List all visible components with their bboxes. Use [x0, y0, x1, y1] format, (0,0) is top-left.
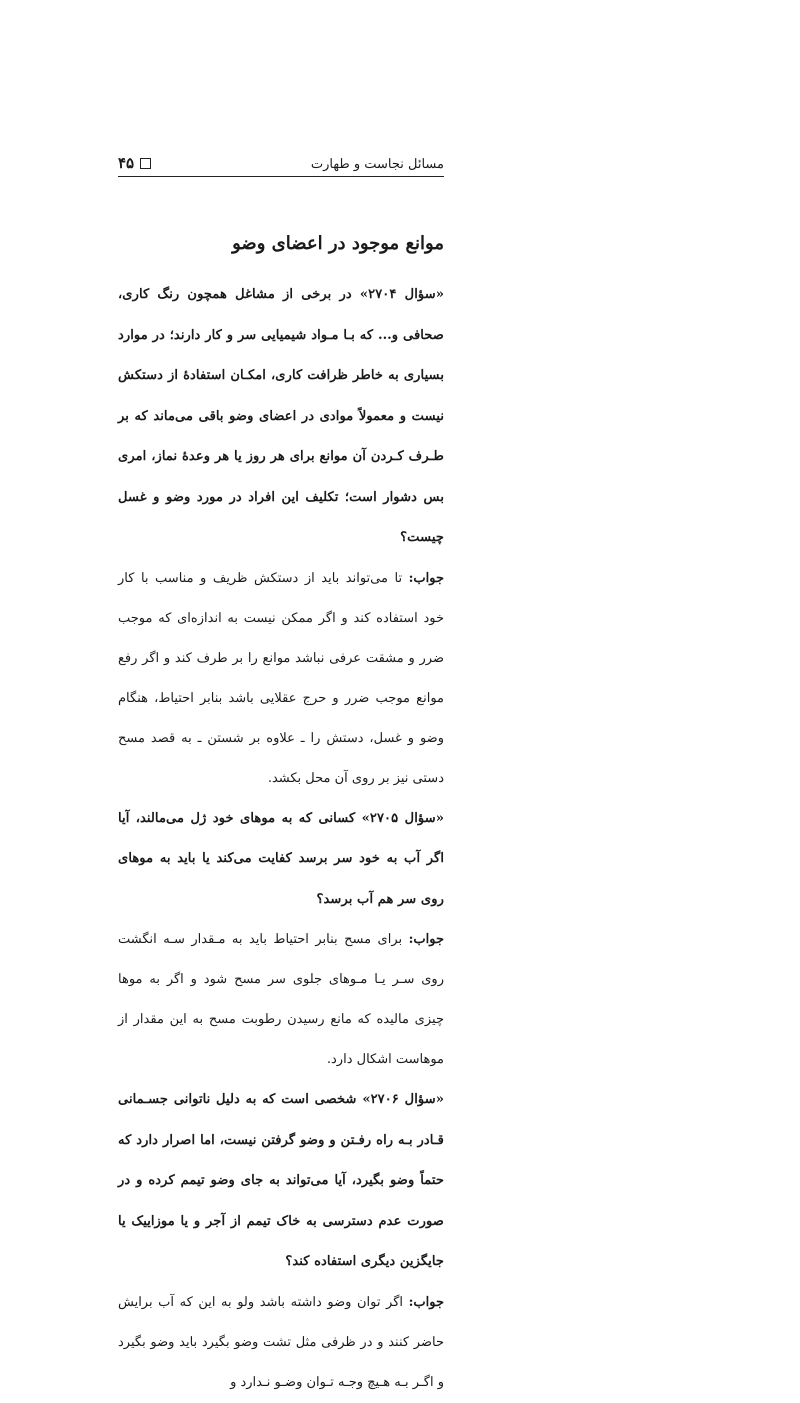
answer-2705	[118, 920, 444, 1080]
question-2706: «سؤال ۲۷۰۶» شخصی است که به دلیل ناتوانی جسـمانی قـادر بـه راه رفـتن و وضو گرفتن نیست، اما اصرار دارد که حتماً وضو بگیرد، آیا می‌تواند به جای وضو تیمم کرده و در صورت عدم دسترسی به خاک تیمم از آجر و یا موزاییک یا جایگزین دیگری استفاده کند؟	[118, 1092, 444, 1269]
page-number-text: ۴۵	[118, 154, 135, 172]
page-number	[118, 154, 151, 172]
page-body	[118, 275, 444, 1403]
square-bullet-icon	[140, 158, 151, 169]
answer-text: اگر توان وضو داشته باشد ولو به این که آب برایش حاضر کنند و در ظرفی مثل تشت وضو بگیرد باید وضو بگیرد و اگـر بـه هـیچ وجـه تـوان وضـو نـدارد و	[118, 1294, 444, 1390]
running-header	[118, 150, 444, 177]
answer-label: جواب:	[408, 932, 444, 947]
section-title: موانع موجود در اعضای وضو	[232, 233, 444, 254]
answer-2704	[118, 559, 444, 799]
chapter-title: مسائل نجاست و طهارت	[310, 157, 444, 172]
answer-label: جواب:	[408, 570, 445, 586]
answer-label: جواب:	[408, 1294, 444, 1310]
question-2704: «سؤال ۲۷۰۴» در برخی از مشاغل همچون رنگ کاری، صحافی و... که بـا مـواد شیمیایی سر و کار دارند؛ در موارد بسیاری به خاطر ظرافت کاری، امکـان استفادهٔ از دستکش نیست و معمولاً موادی در اعضای وضو باقی می‌ماند که بر طـرف کـردن آن موانع برای هر روز یا هر وعدهٔ نماز، امری بس دشوار است؛ تکلیف این افراد در مورد وضو و غسل چیست؟	[118, 287, 444, 545]
answer-2706	[118, 1283, 444, 1403]
answer-text: تا می‌تواند باید از دستکش ظریف و مناسب با کار خود استفاده کند و اگر ممکن نیست به اندازه‌ای که موجب ضرر و مشقت عرفی نباشد موانع را بر طرف کند و اگر رفع موانع موجب ضرر و حرج عقلایی باشد بنابر احتیاط، هنگام وضو و غسل، دستش را ـ علاوه بر شستن ـ به قصد مسح دستی نیز بر روی آن محل بکشد.	[118, 570, 444, 786]
answer-text: برای مسح بنابر احتیاط باید به مـقدار سـه انگشت روی سـر یـا مـوهای جلوی سر مسح شود و اگر به موها چیزی مالیده که مانع رسیدن رطوبت مسح به این مقدار از موهاست اشکال دارد.	[118, 932, 444, 1067]
question-2705: «سؤال ۲۷۰۵» کسانی که به موهای خود ژل می‌مالند، آیا اگر آب به خود سر برسد کفایت می‌کند یا باید به موهای روی سر هم آب برسد؟	[118, 810, 444, 907]
